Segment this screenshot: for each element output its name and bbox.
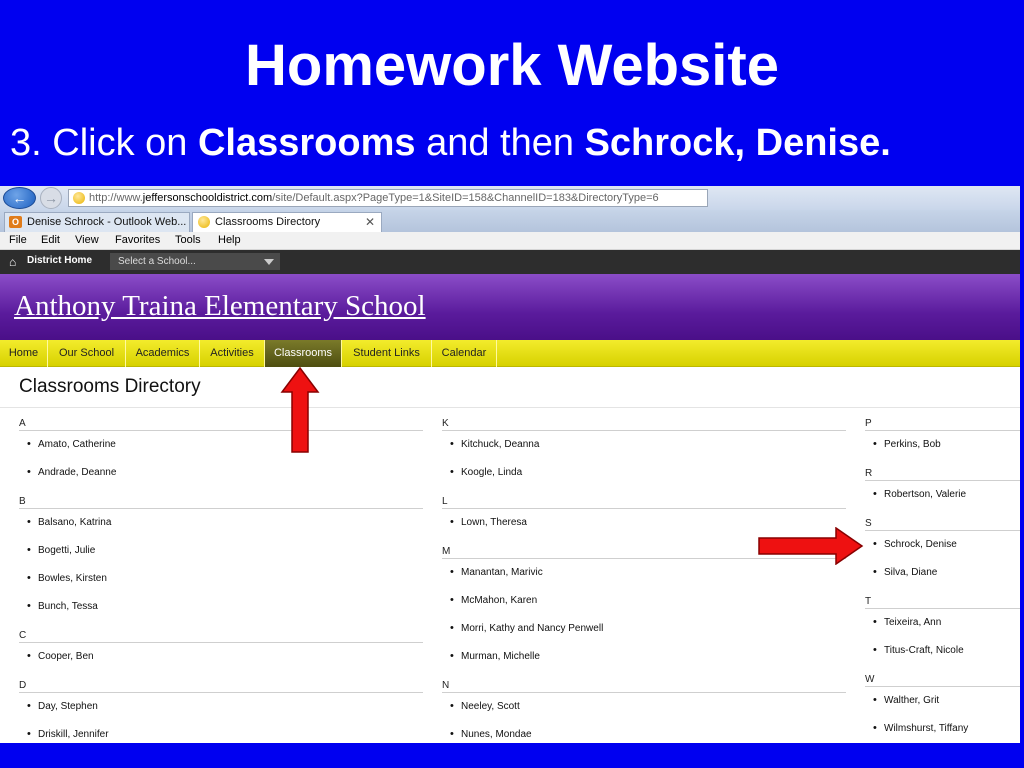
letter-divider	[442, 692, 846, 693]
teacher-link[interactable]: • Teixeira, Ann	[884, 617, 941, 628]
directory-letter-b: B	[19, 496, 26, 507]
directory-letter-s: S	[865, 518, 872, 529]
teacher-link[interactable]: • Wilmshurst, Tiffany	[884, 723, 968, 734]
teacher-link[interactable]: • Murman, Michelle	[461, 651, 540, 662]
school-select-value: Select a School...	[118, 256, 196, 267]
menu-help[interactable]: Help	[218, 234, 241, 246]
slide-title: Homework Website	[245, 33, 779, 98]
nav-calendar[interactable]: Calendar	[432, 340, 497, 367]
teacher-link[interactable]: • Driskill, Jennifer	[38, 729, 109, 740]
back-arrow-icon[interactable]: ←	[3, 187, 36, 209]
district-home-link[interactable]: District Home	[27, 255, 93, 266]
menu-tools[interactable]: Tools	[175, 234, 201, 246]
directory-letter-p: P	[865, 418, 872, 429]
teacher-link[interactable]: • Andrade, Deanne	[38, 467, 116, 478]
teacher-link[interactable]: • Neeley, Scott	[461, 701, 520, 712]
menu-favorites[interactable]: Favorites	[115, 234, 161, 246]
teacher-link[interactable]: • McMahon, Karen	[461, 595, 537, 606]
teacher-link[interactable]: • Manantan, Marivic	[461, 567, 543, 578]
site-favicon-icon	[198, 216, 210, 228]
chevron-down-icon	[264, 259, 274, 265]
teacher-link[interactable]: • Schrock, Denise	[884, 539, 957, 550]
directory-letter-k: K	[442, 418, 449, 429]
directory-letter-a: A	[19, 418, 26, 429]
nav-our-school[interactable]: Our School	[48, 340, 126, 367]
nav-activities[interactable]: Activities	[200, 340, 265, 367]
letter-divider	[865, 530, 1020, 531]
home-icon[interactable]: ⌂	[9, 255, 17, 269]
menu-file[interactable]: File	[9, 234, 27, 246]
directory-letter-t: T	[865, 596, 872, 607]
menu-bar	[0, 232, 1020, 250]
main-nav	[0, 340, 1020, 367]
teacher-link[interactable]: • Nunes, Mondae	[461, 729, 532, 740]
nav-home[interactable]: Home	[0, 340, 48, 367]
site-favicon-icon	[73, 192, 85, 204]
page-title: Classrooms Directory	[19, 376, 201, 397]
teacher-link[interactable]: • Kitchuck, Deanna	[461, 439, 539, 450]
teacher-link[interactable]: • Walther, Grit	[884, 695, 939, 706]
url-domain: jeffersonschooldistrict.com	[142, 192, 273, 204]
district-bar	[0, 250, 1020, 274]
teacher-link[interactable]: • Robertson, Valerie	[884, 489, 966, 500]
annotation-arrow-right-icon	[758, 527, 864, 565]
letter-divider	[19, 508, 423, 509]
step-bold-teacher: Schrock, Denise.	[584, 122, 891, 164]
teacher-link[interactable]: • Bogetti, Julie	[38, 545, 95, 556]
letter-divider	[442, 430, 846, 431]
school-banner	[0, 274, 1020, 340]
teacher-link[interactable]: • Lown, Theresa	[461, 517, 527, 528]
annotation-arrow-up-icon	[280, 366, 320, 454]
nav-classrooms[interactable]: Classrooms	[265, 340, 342, 367]
forward-arrow-icon[interactable]: →	[40, 187, 62, 209]
slide-step-instruction	[10, 120, 1020, 166]
teacher-link[interactable]: • Balsano, Katrina	[38, 517, 111, 528]
directory-letter-l: L	[442, 496, 448, 507]
teacher-link[interactable]: • Amato, Catherine	[38, 439, 116, 450]
teacher-link[interactable]: • Cooper, Ben	[38, 651, 94, 662]
letter-divider	[865, 608, 1020, 609]
teacher-link[interactable]: • Bunch, Tessa	[38, 601, 98, 612]
step-mid: and then	[415, 122, 585, 164]
step-prefix: 3. Click on	[10, 122, 198, 164]
directory-letter-m: M	[442, 546, 451, 557]
teacher-link[interactable]: • Koogle, Linda	[461, 467, 522, 478]
teacher-link[interactable]: • Bowles, Kirsten	[38, 573, 107, 584]
school-name-link[interactable]: Anthony Traina Elementary School	[14, 290, 426, 322]
letter-divider	[19, 642, 423, 643]
outlook-icon: O	[9, 216, 22, 228]
teacher-link[interactable]: • Morri, Kathy and Nancy Penwell	[461, 623, 603, 634]
close-icon[interactable]: ✕	[364, 215, 375, 229]
school-select[interactable]	[110, 253, 280, 270]
letter-divider	[442, 508, 846, 509]
tab-label: Classrooms Directory	[215, 216, 321, 228]
teacher-link[interactable]: • Silva, Diane	[884, 567, 937, 578]
directory-letter-d: D	[19, 680, 27, 691]
browser-screenshot	[0, 186, 1020, 743]
tab-strip	[0, 210, 1020, 232]
letter-divider	[865, 686, 1020, 687]
letter-divider	[865, 430, 1020, 431]
tab-label: Denise Schrock - Outlook Web...	[27, 216, 187, 228]
address-bar-row	[0, 186, 1020, 210]
letter-divider	[19, 692, 423, 693]
url-path: /site/Default.aspx?PageType=1&SiteID=158&ChannelID=183&DirectoryType=6	[272, 192, 659, 204]
menu-edit[interactable]: Edit	[41, 234, 60, 246]
teacher-link[interactable]: • Perkins, Bob	[884, 439, 941, 450]
nav-student-links[interactable]: Student Links	[342, 340, 432, 367]
tab-outlook[interactable]	[4, 212, 190, 232]
url-prefix: http://www.	[89, 192, 143, 204]
directory-letter-w: W	[865, 674, 875, 685]
directory-letter-c: C	[19, 630, 27, 641]
url-input[interactable]	[68, 189, 708, 207]
letter-divider	[19, 430, 423, 431]
teacher-link[interactable]: • Day, Stephen	[38, 701, 98, 712]
title-divider	[0, 407, 1020, 408]
menu-view[interactable]: View	[75, 234, 99, 246]
directory-letter-r: R	[865, 468, 873, 479]
teacher-link[interactable]: • Titus-Craft, Nicole	[884, 645, 964, 656]
step-bold-classrooms: Classrooms	[197, 122, 416, 164]
letter-divider	[865, 480, 1020, 481]
tab-classrooms-directory[interactable]	[192, 212, 382, 232]
nav-academics[interactable]: Academics	[126, 340, 200, 367]
directory-letter-n: N	[442, 680, 450, 691]
